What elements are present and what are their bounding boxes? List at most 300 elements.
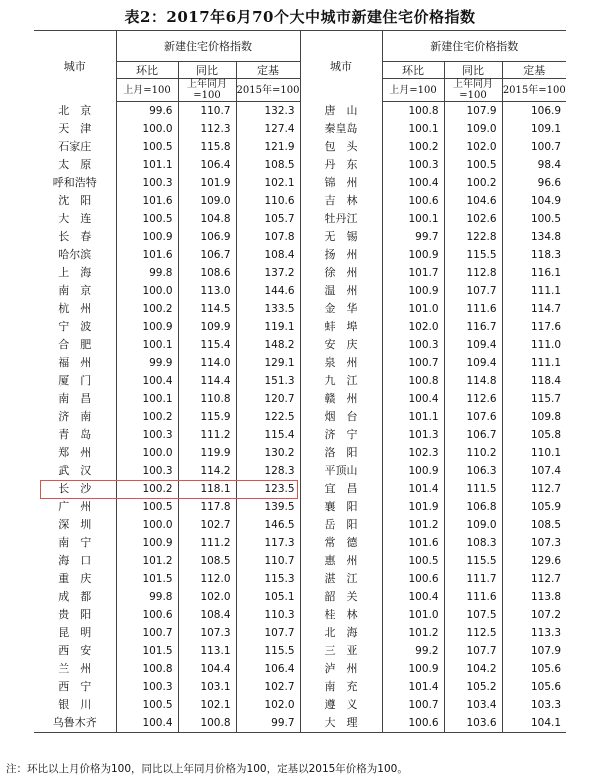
yoy-value: 118.1 (178, 480, 236, 498)
table-row (34, 354, 566, 372)
city-name: 秦皇岛 (300, 120, 382, 138)
mom-value: 101.4 (382, 480, 444, 498)
base-value: 107.2 (502, 606, 566, 624)
table-header (34, 31, 566, 102)
table-row (34, 642, 566, 660)
base-value: 103.3 (502, 696, 566, 714)
city-name: 深 圳 (58, 518, 92, 531)
mom-value: 101.2 (116, 552, 178, 570)
yoy-value: 107.5 (444, 606, 502, 624)
city-name: 贵 阳 (58, 608, 92, 621)
yoy-value: 106.7 (444, 426, 502, 444)
base-value: 116.1 (502, 264, 566, 282)
city-name: 长 沙 (58, 482, 92, 495)
mom-value: 99.7 (382, 228, 444, 246)
city-name: 温 州 (300, 282, 382, 300)
yoy-value: 114.4 (178, 372, 236, 390)
base-value: 120.7 (236, 390, 300, 408)
mom-value: 100.4 (116, 372, 178, 390)
yoy-value: 100.2 (444, 174, 502, 192)
base-value: 100.5 (502, 210, 566, 228)
city-name: 合 肥 (58, 338, 92, 351)
table-row (34, 318, 566, 336)
mom-value: 101.5 (116, 570, 178, 588)
base-value: 96.6 (502, 174, 566, 192)
base-value: 112.7 (502, 570, 566, 588)
yoy-value: 109.9 (178, 318, 236, 336)
base-value: 113.8 (502, 588, 566, 606)
base-value: 108.5 (236, 156, 300, 174)
city-name: 安 庆 (300, 336, 382, 354)
city-name: 北 海 (300, 624, 382, 642)
yoy-value: 106.3 (444, 462, 502, 480)
base-value: 130.2 (236, 444, 300, 462)
yoy-value: 111.6 (444, 588, 502, 606)
mom-value: 100.5 (116, 138, 178, 156)
yoy-value: 113.0 (178, 282, 236, 300)
base-value: 144.6 (236, 282, 300, 300)
city-name: 厦 门 (58, 374, 92, 387)
mom-value: 100.6 (382, 570, 444, 588)
city-name: 无 锡 (300, 228, 382, 246)
mom-value: 100.2 (116, 300, 178, 318)
table-row (34, 372, 566, 390)
yoy-header: 同比 (444, 62, 502, 79)
base-value: 122.5 (236, 408, 300, 426)
base-value: 105.9 (502, 498, 566, 516)
yoy-value: 105.2 (444, 678, 502, 696)
base-value: 107.7 (236, 624, 300, 642)
base-value: 107.8 (236, 228, 300, 246)
mom-value: 100.2 (116, 480, 178, 498)
base-value: 146.5 (236, 516, 300, 534)
base-value: 102.0 (236, 696, 300, 714)
base-value: 107.4 (502, 462, 566, 480)
mom-value: 101.9 (382, 498, 444, 516)
city-name: 锦 州 (300, 174, 382, 192)
yoy-value: 102.0 (444, 138, 502, 156)
yoy-value: 122.8 (444, 228, 502, 246)
city-name: 常 德 (300, 534, 382, 552)
city-name: 广 州 (58, 500, 92, 513)
table-row (34, 426, 566, 444)
base-value: 106.4 (236, 660, 300, 678)
mom-value: 100.9 (116, 534, 178, 552)
mom-value: 101.2 (382, 624, 444, 642)
yoy-value: 112.6 (444, 390, 502, 408)
mom-value: 101.1 (116, 156, 178, 174)
city-name: 大 连 (58, 212, 92, 225)
yoy-value: 111.2 (178, 534, 236, 552)
city-name: 三 亚 (300, 642, 382, 660)
mom-value: 102.3 (382, 444, 444, 462)
mom-value: 101.4 (382, 678, 444, 696)
yoy-value: 107.7 (444, 282, 502, 300)
base-value: 109.8 (502, 408, 566, 426)
table-row (34, 228, 566, 246)
table-row (34, 498, 566, 516)
base-value: 105.6 (502, 678, 566, 696)
city-name: 遵 义 (300, 696, 382, 714)
yoy-value: 103.1 (178, 678, 236, 696)
city-name: 平顶山 (300, 462, 382, 480)
mom-value: 100.4 (382, 588, 444, 606)
table-row (34, 336, 566, 354)
city-name: 武 汉 (58, 464, 92, 477)
yoy-value: 103.6 (444, 714, 502, 733)
base-value: 111.0 (502, 336, 566, 354)
mom-value: 100.8 (116, 660, 178, 678)
yoy-value: 102.1 (178, 696, 236, 714)
mom-value: 100.7 (116, 624, 178, 642)
base-header: 定基 (236, 62, 300, 79)
yoy-base-label: 上年同月=100 (178, 79, 236, 102)
mom-value: 101.3 (382, 426, 444, 444)
mom-value: 100.3 (116, 462, 178, 480)
mom-value: 100.9 (382, 282, 444, 300)
base-value: 106.9 (502, 102, 566, 121)
mom-value: 100.9 (116, 228, 178, 246)
yoy-value: 112.5 (444, 624, 502, 642)
yoy-value: 111.6 (444, 300, 502, 318)
yoy-value: 112.0 (178, 570, 236, 588)
city-name: 九 江 (300, 372, 382, 390)
table-row (34, 714, 566, 733)
yoy-value: 101.9 (178, 174, 236, 192)
base-value: 121.9 (236, 138, 300, 156)
city-name: 烟 台 (300, 408, 382, 426)
city-name: 乌鲁木齐 (34, 714, 116, 733)
yoy-value: 106.7 (178, 246, 236, 264)
base-value: 118.3 (502, 246, 566, 264)
yoy-value: 112.8 (444, 264, 502, 282)
city-name: 长 春 (58, 230, 92, 243)
yoy-value: 115.4 (178, 336, 236, 354)
city-name: 南 京 (58, 284, 92, 297)
city-name: 上 海 (58, 266, 92, 279)
table-row (34, 516, 566, 534)
mom-value: 102.0 (382, 318, 444, 336)
price-index-table (34, 30, 566, 733)
base-value: 134.8 (502, 228, 566, 246)
base-value: 108.4 (236, 246, 300, 264)
table-title: 表2：2017年6月70个大中城市新建住宅价格指数 (124, 8, 476, 26)
table-row (34, 462, 566, 480)
table-row (34, 282, 566, 300)
mom-value: 100.9 (382, 462, 444, 480)
mom-header: 环比 (116, 62, 178, 79)
city-column-header: 城市 (34, 31, 116, 102)
yoy-value: 109.0 (444, 120, 502, 138)
city-name: 丹 东 (300, 156, 382, 174)
mom-value: 100.3 (382, 156, 444, 174)
yoy-value: 117.8 (178, 498, 236, 516)
mom-value: 100.2 (116, 408, 178, 426)
yoy-value: 109.4 (444, 336, 502, 354)
base-value: 137.2 (236, 264, 300, 282)
table-row (34, 156, 566, 174)
mom-value: 99.6 (116, 102, 178, 121)
city-name: 沈 阳 (58, 194, 92, 207)
mom-value: 100.4 (116, 714, 178, 733)
base-value: 148.2 (236, 336, 300, 354)
base-value: 129.6 (502, 552, 566, 570)
fixed-base-label: 2015年=100 (236, 79, 300, 102)
yoy-value: 115.9 (178, 408, 236, 426)
base-value: 105.1 (236, 588, 300, 606)
yoy-value: 111.5 (444, 480, 502, 498)
city-name: 吉 林 (300, 192, 382, 210)
index-group-header: 新建住宅价格指数 (382, 31, 566, 62)
base-value: 118.4 (502, 372, 566, 390)
yoy-value: 111.2 (178, 426, 236, 444)
table-row (34, 696, 566, 714)
base-value: 105.6 (502, 660, 566, 678)
mom-value: 100.3 (116, 426, 178, 444)
yoy-value: 107.9 (444, 102, 502, 121)
mom-base-label: 上月=100 (382, 79, 444, 102)
yoy-value: 115.5 (444, 246, 502, 264)
city-name: 杭 州 (58, 302, 92, 315)
city-name: 重 庆 (58, 572, 92, 585)
yoy-value: 114.2 (178, 462, 236, 480)
city-name: 西 宁 (58, 680, 92, 693)
city-name: 海 口 (58, 554, 92, 567)
city-name: 济 宁 (300, 426, 382, 444)
base-value: 133.5 (236, 300, 300, 318)
mom-value: 100.8 (382, 372, 444, 390)
yoy-value: 108.3 (444, 534, 502, 552)
base-value: 104.9 (502, 192, 566, 210)
city-name: 扬 州 (300, 246, 382, 264)
base-value: 119.1 (236, 318, 300, 336)
yoy-value: 108.6 (178, 264, 236, 282)
city-name: 南 昌 (58, 392, 92, 405)
index-group-header: 新建住宅价格指数 (116, 31, 300, 62)
city-name: 青 岛 (58, 428, 92, 441)
yoy-value: 112.3 (178, 120, 236, 138)
city-name: 宁 波 (58, 320, 92, 333)
mom-value: 100.5 (116, 696, 178, 714)
table-row (34, 390, 566, 408)
mom-value: 99.8 (116, 264, 178, 282)
base-value: 115.5 (236, 642, 300, 660)
city-name: 太 原 (58, 158, 92, 171)
city-name: 唐 山 (300, 102, 382, 121)
yoy-value: 102.7 (178, 516, 236, 534)
base-value: 115.4 (236, 426, 300, 444)
mom-value: 100.3 (382, 336, 444, 354)
mom-value: 100.7 (382, 696, 444, 714)
table-row (34, 174, 566, 192)
table-row (34, 552, 566, 570)
city-name: 桂 林 (300, 606, 382, 624)
city-name: 泸 州 (300, 660, 382, 678)
base-value: 128.3 (236, 462, 300, 480)
base-value: 139.5 (236, 498, 300, 516)
yoy-value: 106.9 (178, 228, 236, 246)
mom-value: 100.6 (382, 192, 444, 210)
city-name: 银 川 (58, 698, 92, 711)
base-value: 102.1 (236, 174, 300, 192)
yoy-value: 102.6 (444, 210, 502, 228)
mom-value: 100.0 (116, 282, 178, 300)
mom-value: 99.9 (116, 354, 178, 372)
yoy-value: 102.0 (178, 588, 236, 606)
yoy-value: 109.0 (444, 516, 502, 534)
mom-value: 100.5 (116, 498, 178, 516)
city-name: 石家庄 (58, 140, 92, 153)
base-value: 132.3 (236, 102, 300, 121)
table-row (34, 300, 566, 318)
yoy-value: 115.5 (444, 552, 502, 570)
mom-value: 101.6 (116, 192, 178, 210)
base-value: 108.5 (502, 516, 566, 534)
base-value: 98.4 (502, 156, 566, 174)
city-name: 徐 州 (300, 264, 382, 282)
mom-base-label: 上月=100 (116, 79, 178, 102)
table-row (34, 138, 566, 156)
mom-value: 100.4 (382, 390, 444, 408)
mom-value: 101.1 (382, 408, 444, 426)
footnote: 注：环比以上月价格为100，同比以上年同月价格为100，定基以2015年价格为100。 (6, 763, 408, 775)
city-name: 牡丹江 (300, 210, 382, 228)
mom-value: 100.5 (116, 210, 178, 228)
base-value: 112.7 (502, 480, 566, 498)
base-value: 127.4 (236, 120, 300, 138)
mom-value: 100.7 (382, 354, 444, 372)
city-name: 天 津 (58, 122, 92, 135)
base-value: 99.7 (236, 714, 300, 733)
yoy-value: 104.2 (444, 660, 502, 678)
table-row (34, 210, 566, 228)
mom-value: 101.7 (382, 264, 444, 282)
mom-value: 100.3 (116, 678, 178, 696)
base-value: 102.7 (236, 678, 300, 696)
city-name: 成 都 (58, 590, 92, 603)
base-value: 113.3 (502, 624, 566, 642)
mom-value: 100.0 (116, 120, 178, 138)
mom-value: 100.1 (116, 336, 178, 354)
base-value: 129.1 (236, 354, 300, 372)
city-name: 韶 关 (300, 588, 382, 606)
mom-value: 101.5 (116, 642, 178, 660)
mom-value: 100.0 (116, 516, 178, 534)
base-value: 107.9 (502, 642, 566, 660)
mom-value: 100.2 (382, 138, 444, 156)
yoy-header: 同比 (178, 62, 236, 79)
mom-value: 100.3 (116, 174, 178, 192)
mom-value: 101.6 (116, 246, 178, 264)
base-value: 110.6 (236, 192, 300, 210)
yoy-value: 104.4 (178, 660, 236, 678)
base-value: 115.3 (236, 570, 300, 588)
mom-value: 101.2 (382, 516, 444, 534)
city-name: 哈尔滨 (58, 248, 92, 261)
yoy-base-label: 上年同月=100 (444, 79, 502, 102)
mom-value: 100.4 (382, 174, 444, 192)
base-value: 107.3 (502, 534, 566, 552)
fixed-base-label: 2015年=100 (502, 79, 566, 102)
city-name: 惠 州 (300, 552, 382, 570)
mom-value: 100.0 (116, 444, 178, 462)
mom-value: 100.8 (382, 102, 444, 121)
city-name: 湛 江 (300, 570, 382, 588)
mom-value: 100.5 (382, 552, 444, 570)
table-row (34, 570, 566, 588)
table-row (34, 264, 566, 282)
city-name: 赣 州 (300, 390, 382, 408)
yoy-value: 114.5 (178, 300, 236, 318)
city-name: 蚌 埠 (300, 318, 382, 336)
table-row (34, 408, 566, 426)
yoy-value: 104.8 (178, 210, 236, 228)
base-value: 111.1 (502, 354, 566, 372)
city-name: 襄 阳 (300, 498, 382, 516)
yoy-value: 104.6 (444, 192, 502, 210)
table-row (34, 480, 566, 498)
city-name: 包 头 (300, 138, 382, 156)
yoy-value: 107.6 (444, 408, 502, 426)
base-value: 151.3 (236, 372, 300, 390)
table-row (34, 246, 566, 264)
table-row (34, 660, 566, 678)
table-row (34, 192, 566, 210)
city-name: 济 南 (58, 410, 92, 423)
city-name: 金 华 (300, 300, 382, 318)
yoy-value: 109.4 (444, 354, 502, 372)
mom-value: 100.9 (382, 660, 444, 678)
base-value: 100.7 (502, 138, 566, 156)
yoy-value: 100.8 (178, 714, 236, 733)
yoy-value: 107.3 (178, 624, 236, 642)
yoy-value: 113.1 (178, 642, 236, 660)
base-value: 123.5 (236, 480, 300, 498)
base-header: 定基 (502, 62, 566, 79)
base-value: 110.7 (236, 552, 300, 570)
yoy-value: 106.4 (178, 156, 236, 174)
mom-value: 101.0 (382, 606, 444, 624)
yoy-value: 110.7 (178, 102, 236, 121)
mom-value: 101.0 (382, 300, 444, 318)
base-value: 110.1 (502, 444, 566, 462)
city-name: 昆 明 (58, 626, 92, 639)
base-value: 105.7 (236, 210, 300, 228)
yoy-value: 119.9 (178, 444, 236, 462)
yoy-value: 108.4 (178, 606, 236, 624)
city-name: 西 安 (58, 644, 92, 657)
yoy-value: 108.5 (178, 552, 236, 570)
mom-value: 99.2 (382, 642, 444, 660)
table-row (34, 678, 566, 696)
yoy-value: 107.7 (444, 642, 502, 660)
table-body (34, 102, 566, 733)
city-name: 福 州 (58, 356, 92, 369)
city-name: 岳 阳 (300, 516, 382, 534)
mom-value: 100.6 (382, 714, 444, 733)
yoy-value: 111.7 (444, 570, 502, 588)
mom-value: 100.1 (382, 210, 444, 228)
base-value: 105.8 (502, 426, 566, 444)
city-name: 大 理 (300, 714, 382, 733)
yoy-value: 110.2 (444, 444, 502, 462)
yoy-value: 109.0 (178, 192, 236, 210)
base-value: 109.1 (502, 120, 566, 138)
table-row (34, 102, 566, 121)
base-value: 111.1 (502, 282, 566, 300)
mom-value: 100.9 (116, 318, 178, 336)
mom-value: 100.6 (116, 606, 178, 624)
